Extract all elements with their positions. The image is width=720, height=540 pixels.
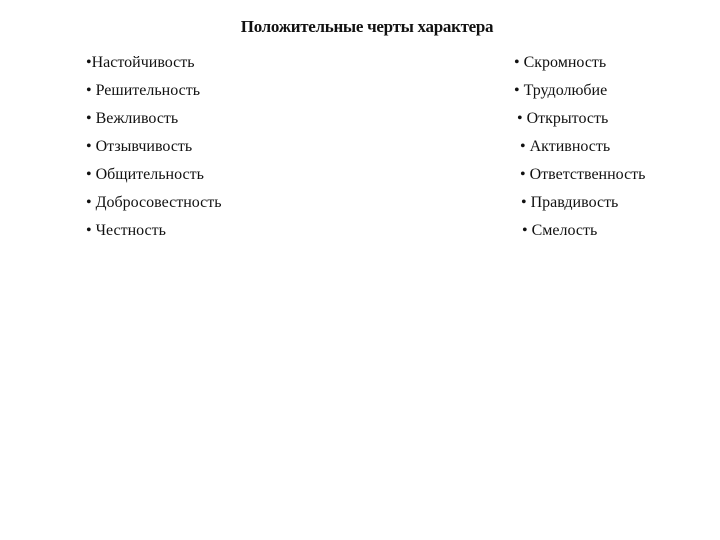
list-item-left: • Отзывчивость <box>86 138 193 155</box>
list-item-left: • Решительность <box>86 82 200 99</box>
list-item-right: • Скромность <box>514 54 607 71</box>
list-item-left: • Честность <box>86 222 166 239</box>
list-item-left: • Добросовестность <box>86 194 222 211</box>
list-item-right: • Трудолюбие <box>514 82 608 99</box>
list-item-left: •Настойчивость <box>86 54 195 71</box>
list-item-right: • Ответственность <box>520 166 646 183</box>
list-item-right: • Смелость <box>522 222 598 239</box>
list-item-right: • Активность <box>520 138 611 155</box>
list-item-left: • Общительность <box>86 166 204 183</box>
list-item-right: • Правдивость <box>521 194 619 211</box>
page-title: Положительные черты характера <box>240 17 494 36</box>
list-item-right: • Открытость <box>517 110 609 127</box>
list-item-left: • Вежливость <box>86 110 179 127</box>
